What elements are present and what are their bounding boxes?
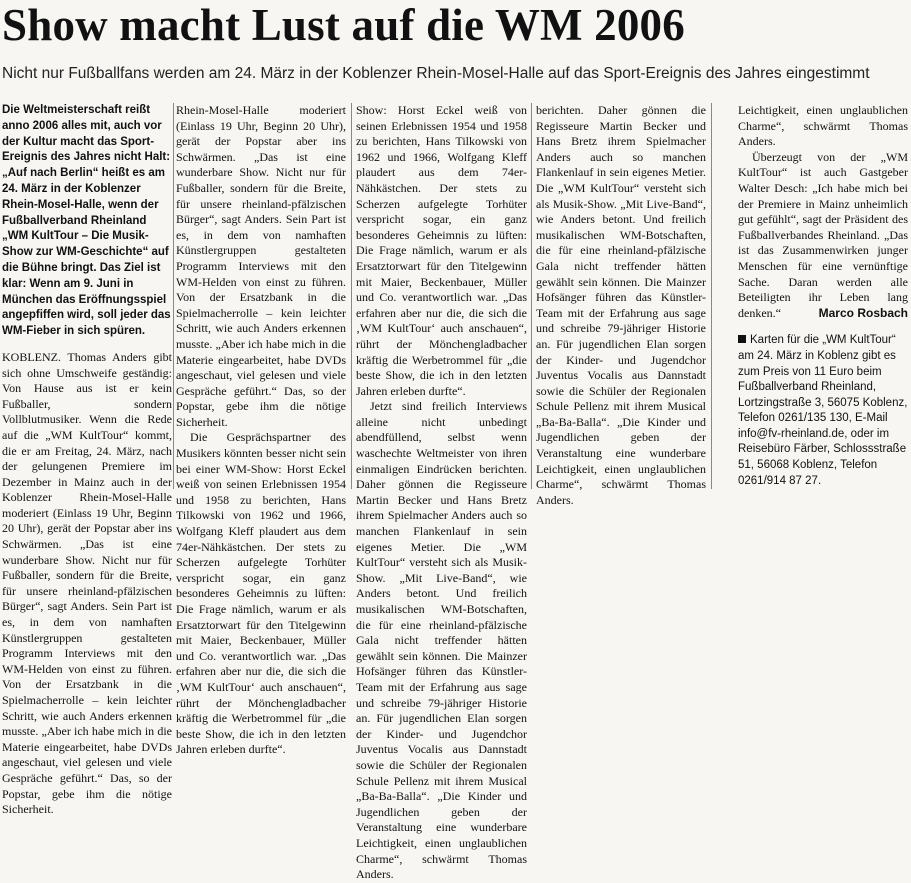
column-rule <box>173 103 174 489</box>
body-paragraph: Show: Horst Eckel weiß von seinen Erlebnissen 1954 und 1958 zu berichten, Hans Tilkowski von 1962 und 1966, Wolfgang Kleff plaudert aus dem 74er-Nähkästchen. Der stets zu Scherzen aufgelegte Torhüter verspricht sogar, ein ganz besonderes Geheimnis zu lüften: Die Frage nämlich, warum er als Ersatztorwart für den Titelgewinn mit Maier, Beckenbauer, Müller und Co. verantwortlich war. „Das erfahren aber nur die, die sich die ‚WM KultTour‘ auch anschauen“, rührt der Mönchengladbacher kräftig die Werbetrommel für „die beste Show, die ich in den letzten Jahren erleben durfte“. <box>356 103 527 398</box>
article-column-4 <box>536 103 706 507</box>
body-paragraph: KOBLENZ. Thomas Anders gibt sich ohne Umschweife geständig: Von Hause aus ist er kein Fußballer, sondern Vollblutmusiker. Wenn die Rede auf die „WM KultTour“ kommt, die er am Freitag, 24. März, nach der gelungenen Premiere im Dezember in Mainz auch in der Koblenzer Rhein-Mosel-Halle moderiert (Einlass 19 Uhr, Beginn 20 Uhr), gerät der Popstar aber ins Schwärmen. „Das ist eine wunderbare Show. Nicht nur für Fußballer, sondern für die Breite, für unsere rheinland-pfälzischen Bürger“, sagt Anders. Sein Part ist es, in dem von namhaften Künstlergruppen gestalteten Programm Interviews mit den WM-Helden von einst zu führen. Von der Ersatzbank in die Spielmacherrolle – kein leichter Schritt, wie auch Anders erkennen musste. „Aber ich habe mich in die Materie eingearbeitet, habe DVDs angeschaut, viel gelesen und viele Gespräche geführt.“ Das, so der Popstar, gebe ihm die nötige Sicherheit. <box>2 349 172 817</box>
subheadline: Nicht nur Fußballfans werden am 24. März in der Koblenzer Rhein-Mosel-Halle auf das Sport-Ereignis des Jahres eingestimmt <box>2 65 870 82</box>
column-rule <box>711 103 712 489</box>
body-paragraph: Jetzt sind freilich Interviews alleine nicht unbedingt abendfüllend, selbst wenn waschechte Weltmeister von ihren einmaligen Eindrücken berichten. Daher gönnen die Regisseure Martin Becker und Hans Bretz ihrem Spielmacher Anders auch so manchen Flankenlauf in sein eigenes Metier. Die „WM KultTour“ versteht sich als Musik-Show. „Mit Live-Band“, wie Anders betont. Und freilich musikalischen WM-Botschaften, die für eine rheinland-pfälzische Gala nicht treffender hätten gewählt sein können. Die Mainzer Hofsänger führen das Künstler-Team mit der Erfahrung aus sage und schreibe 79-jähriger Historie an. Für jugendlichen Elan sorgen der Kinder- und Jugendchor Juventus Vocalis aus Dannstadt sowie die Schüler der Regionalen Schule Pellenz mit ihrem Musical „Ba-Ba-Balla“. „Die Kinder und Jugendlichen geben der Veranstaltung eine wunderbare Leichtigkeit, einen unglaublichen Charme“, schwärmt Thomas Anders. <box>356 399 527 882</box>
author-byline: Marco Rosbach <box>818 305 908 320</box>
article-column-2 <box>176 103 346 757</box>
body-paragraph: Leichtigkeit, einen unglaublichen Charme“, schwärmt Thomas Anders. <box>738 103 908 149</box>
article-column-5 <box>738 103 908 489</box>
closing-paragraph-text: Überzeugt von der „WM KultTour“ ist auch Gastgeber Walter Desch: „Ich habe mich bei der Premiere in Mainz unheimlich gut gefühlt“, sagt der Präsident des Fußballverbandes Rheinland. „Das ist das Zusammenwirken junger Menschen für eine vernünftige Sache. Daran werden alle Beteiligten ihr Leben lang denken.“ <box>738 149 908 320</box>
body-paragraph: Die Gesprächspartner des Musikers könnten besser nicht sein bei einer WM-Show: Horst Eckel weiß von seinen Erlebnissen 1954 und 1958 zu berichten, Hans Tilkowski von 1962 und 1966, Wolfgang Kleff plaudert aus dem 74er-Nähkästchen. Der stets zu Scherzen aufgelegte Torhüter verspricht sogar, ein ganz besonderes Geheimnis zu lüften: Die Frage nämlich, warum er als Ersatztorwart für den Titelgewinn mit Maier, Beckenbauer, Müller und Co. verantwortlich war. „Das erfahren aber nur die, die sich die ‚WM KultTour‘ auch anschauen“, rührt der Mönchengladbacher kräftig die Werbetrommel für „die beste Show, die ich in den letzten Jahren erleben durfte“. <box>176 430 346 757</box>
body-paragraph: berichten. Daher gönnen die Regisseure Martin Becker und Hans Bretz ihrem Spielmacher Anders auch so manchen Flankenlauf in sein eigenes Metier. Die „WM KultTour“ versteht sich als Musik-Show. „Mit Live-Band“, wie Anders betont. Und freilich musikalischen WM-Botschaften, die für eine rheinland-pfälzische Gala nicht treffender hätten gewählt sein können. Die Mainzer Hofsänger führen das Künstler-Team mit der Erfahrung aus sage und schreibe 79-jähriger Historie an. Für jugendlichen Elan sorgen der Kinder- und Jugendchor Juventus Vocalis aus Dannstadt sowie die Schüler der Regionalen Schule Pellenz mit ihrem Musical „Ba-Ba-Balla“. „Die Kinder und Jugendlichen geben der Veranstaltung eine wunderbare Leichtigkeit, einen unglaublichen Charme“, schwärmt Thomas Anders. <box>536 103 706 507</box>
body-paragraph: Rhein-Mosel-Halle moderiert (Einlass 19 Uhr, Beginn 20 Uhr), gerät der Popstar aber ins Schwärmen. „Das ist eine wunderbare Show. Nicht nur für Fußballer, sondern für die Breite, für unsere rheinland-pfälzischen Bürger“, sagt Anders. Sein Part ist es, in dem von namhaften Künstlergruppen gestalteten Programm Interviews mit den WM-Helden von einst zu führen. Von der Ersatzbank in die Spielmacherrolle – kein leichter Schritt, wie auch Anders erkennen musste. „Aber ich habe mich in die Materie eingearbeitet, habe DVDs angeschaut, viel gelesen und viele Gespräche geführt.“ Das, so der Popstar, gebe ihm die nötige Sicherheit. <box>176 103 346 429</box>
lead-paragraph: Die Weltmeisterschaft reißt anno 2006 alles mit, auch vor der Kultur macht das Sport-Ereignis des Jahres nicht Halt: „Auf nach Berlin“ heißt es am 24. März in der Koblenzer Rhein-Mosel-Halle, wenn der Fußballverband Rheinland „WM KultTour – Die Musik-Show zur WM-Geschichte“ auf die Bühne bringt. Das Ziel ist klar: Wenn am 9. Juni in München das Eröffnungsspiel angepfiffen wird, soll jeder das WM-Fieber in sich spüren. <box>2 104 171 338</box>
column-rule <box>351 103 352 489</box>
square-bullet-icon <box>738 335 746 343</box>
ticket-info-text: Karten für die „WM KultTour“ am 24. März in Koblenz gibt es zum Preis von 11 Euro beim Fußballverband Rheinland, Lortzingstraße 3, 56075 Koblenz, Telefon 0261/135 130, E-Mail info@fv-rheinland.de, oder im Reisebüro Färber, Schlossstraße 51, 56068 Koblenz, Telefon 0261/914 87 27. <box>738 334 908 487</box>
article-column-3 <box>356 103 527 882</box>
article-column-1 <box>2 103 172 817</box>
closing-paragraph <box>738 150 908 322</box>
headline: Show macht Lust auf die WM 2006 <box>2 0 685 50</box>
ticket-info-box <box>738 333 908 489</box>
column-rule <box>531 103 532 489</box>
